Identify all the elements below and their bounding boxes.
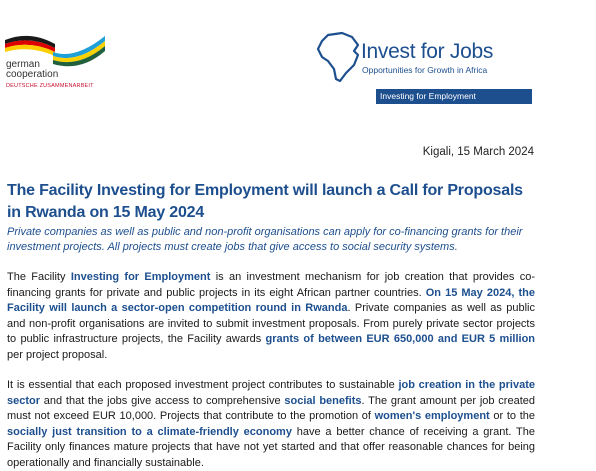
text-span: is an investment mechanism for job creation that provides co-financing grants for private and public projects in its eight African partner countries. [7,271,536,299]
invest-for-jobs-title: Invest for Jobs [361,40,494,63]
text-span: The Facility [7,271,71,283]
highlight-social-benefits: social benefits [284,394,362,407]
body-paragraph-2 [7,378,535,471]
german-label: german [6,59,40,70]
subheadline: Private companies as well as public and non-profit organisations can apply for co-financing grants for their investment projects. All projects must create jobs that give access to social security systems. [7,226,523,253]
body-paragraph-1 [7,270,535,363]
highlight-job-creation: job creation in the private sector [7,379,536,407]
cooperation-label: cooperation [6,69,59,80]
deutsche-zusammenarbeit-label: DEUTSCHE ZUSAMMENARBEIT [6,83,94,89]
highlight-grant-range: grants of between EUR 650,000 and EUR 5 million [265,333,536,345]
text-span: . The grant amount per job created must not exceed EUR 10,000. Projects that contribute to the promotion of [7,394,535,422]
highlight-womens-employment: women's employment [374,410,490,422]
text-span: or to the [489,410,535,422]
highlight-facility-name: Investing for Employment [70,271,211,283]
text-span: have a better chance of receiving a grant. The Facility only finances mature projects that have not yet started and that offer reasonable chances for being operationally and financially sustainable. [7,425,535,469]
dateline: Kigali, 15 March 2024 [422,146,534,158]
invest-for-jobs-subtitle: Opportunities for Growth in Africa [362,65,488,75]
text-span: It is essential that each proposed investment project contributes to sustainable [7,379,399,391]
headline: The Facility Investing for Employment will launch a Call for Proposals in Rwanda on 15 May 2024 [7,182,523,221]
highlight-launch-date: On 15 May 2024, the Facility will launch a sector-open competition round in Rwanda [7,286,535,314]
highlight-just-transition: socially just transition to a climate-friendly economy [7,425,292,438]
investing-for-employment-banner: Investing for Employment [376,89,532,104]
text-span: . Private companies as well as public and non-profit organisations are invited to submit investment proposals. From purely private sector projects to public infrastructure projects, the Facility awards [7,302,536,345]
text-span: and that the jobs give access to comprehensive [40,394,285,407]
text-span: per project proposal. [7,348,108,361]
